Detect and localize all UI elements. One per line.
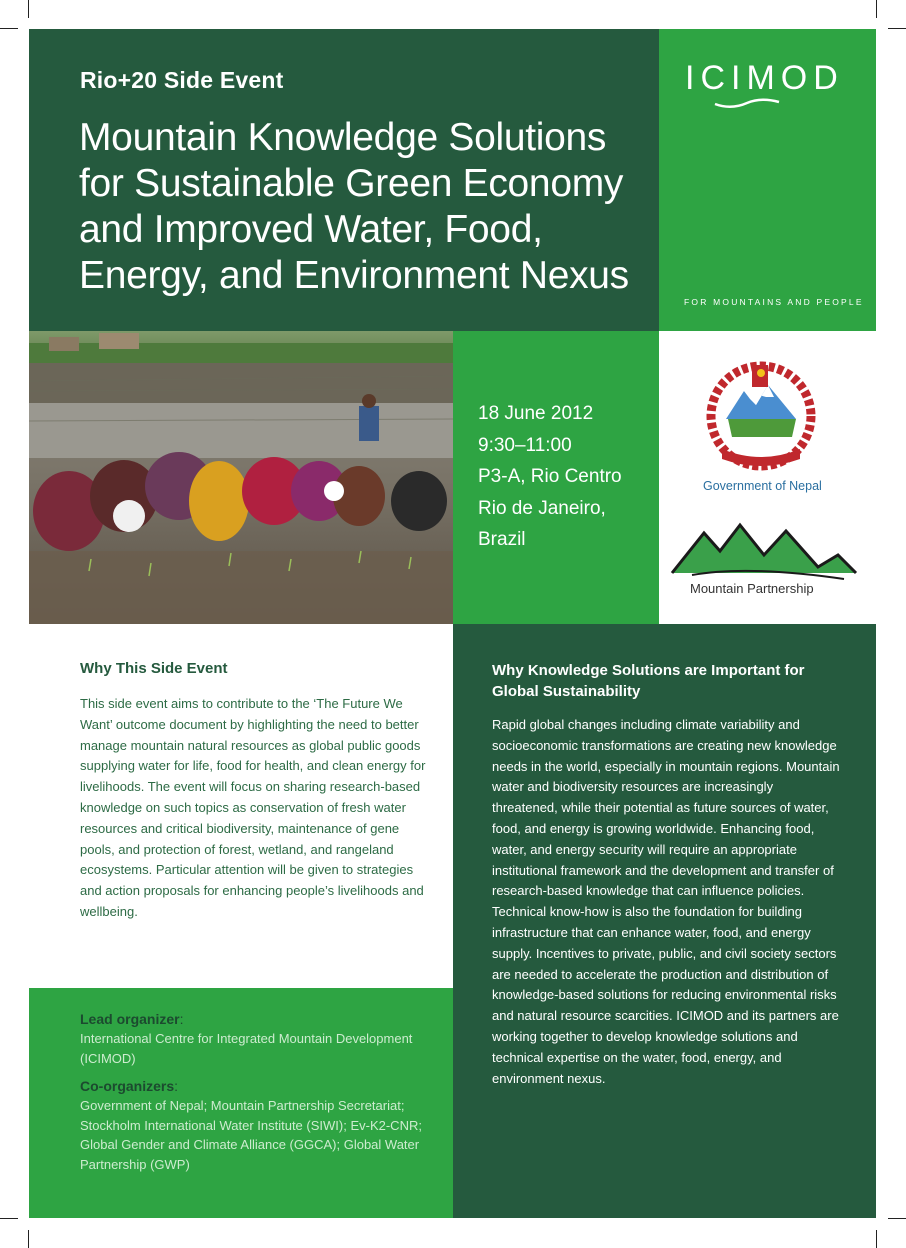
event-date: 18 June 2012 — [478, 403, 594, 424]
why-event-heading: Why This Side Event — [80, 660, 228, 677]
icimod-swoosh-icon — [713, 96, 783, 110]
event-city: Rio de Janeiro, — [478, 497, 606, 519]
event-country: Brazil — [478, 529, 526, 550]
crop-mark — [28, 1230, 29, 1248]
partner-logos — [659, 331, 876, 624]
lead-organizer-label: Lead organizer — [80, 1011, 180, 1027]
nepal-emblem-icon — [706, 361, 816, 477]
why-knowledge-heading: Why Knowledge Solutions are Important for Global Sustainability — [492, 662, 805, 700]
crop-mark — [888, 1218, 906, 1219]
crop-mark — [28, 0, 29, 18]
crop-mark — [0, 28, 18, 29]
crop-mark — [876, 0, 877, 18]
crop-mark — [888, 28, 906, 29]
event-room: P3-A, Rio Centro — [478, 466, 622, 487]
page-title: Mountain Knowledge Solutions for Sustainable Green Economy and Improved Water, Food, Energy, and Environment Nexus — [79, 116, 629, 297]
why-event-body: This side event aims to contribute to the ‘The Future We Want’ outcome document by highlighting the need to better manage mountain natural resources as global public goods supplying water for life, food for health, and clean energy for livelihoods. The event will focus on sharing research-based knowledge on such topics as conservation of fresh water resources and critical biodiversity, maintenance of gene pools, and protection of forest, wetland, and rangeland ecosystems. Particular attention will be given to strategies and action proposals for enhancing people’s livelihoods and wellbeing. — [80, 696, 426, 919]
why-knowledge-panel — [453, 624, 876, 1218]
header-banner — [29, 29, 659, 331]
co-organizers-label: Co-organizers — [80, 1078, 175, 1094]
lead-organizer-text: International Centre for Integrated Mountain Development (ICIMOD) — [80, 1031, 413, 1066]
icimod-logo: ICIMOD — [685, 59, 844, 97]
crop-mark — [0, 1218, 18, 1219]
co-organizers-text: Government of Nepal; Mountain Partnership Secretariat; Stockholm International Water Institute (SIWI); Ev-K2-CNR; Global Gender and Climate Alliance (GGCA); Global Water Partnership (GWP) — [80, 1098, 422, 1172]
why-knowledge-body: Rapid global changes including climate variability and socioeconomic transformations are creating new knowledge needs in the world, especially in mountain regions. Mountain water and biodiversity resources are increasingly threatened, while their potential as future sources of water, food, and energy is growing worldwide. Enhancing food, water, and energy security will require an appropriate institutional framework and the development and transfer of research-based knowledge that can influence policies. Technical know-how is also the foundation for building infrastructure that can enhance water, food, and energy supply. Incentives to private, public, and civil society sectors are needed to accelerate the production and distribution of knowledge-based solutions for reducing environmental risks and natural resource scarcities. ICIMOD and its partners are working together to develop knowledge solutions and technical expertise on the water, food, energy, and environment nexus. — [492, 717, 840, 1086]
mountain-partnership-logo-icon — [668, 521, 858, 583]
logo-panel — [659, 29, 876, 331]
mountain-partnership-caption: Mountain Partnership — [690, 581, 814, 596]
rice-planting-photo — [29, 331, 453, 624]
event-details-panel — [453, 331, 659, 624]
event-subtitle: Rio+20 Side Event — [80, 67, 284, 93]
event-time: 9:30–11:00 — [478, 434, 572, 456]
government-of-nepal-caption: Government of Nepal — [703, 479, 822, 493]
crop-mark — [876, 1230, 877, 1248]
logo-tagline: FOR MOUNTAINS AND PEOPLE — [684, 297, 864, 307]
organizers-panel: Lead organizer: International Centre for Integrated Mountain Development (ICIMOD) Co-organizers: Government of Nepal; Mountain Partnership Secretariat; Stockholm International Water Institute (SIWI); Ev-K2-CNR; Global Gender and Climate Alliance (GGCA); Global Water Partnership (GWP) — [29, 988, 453, 1218]
